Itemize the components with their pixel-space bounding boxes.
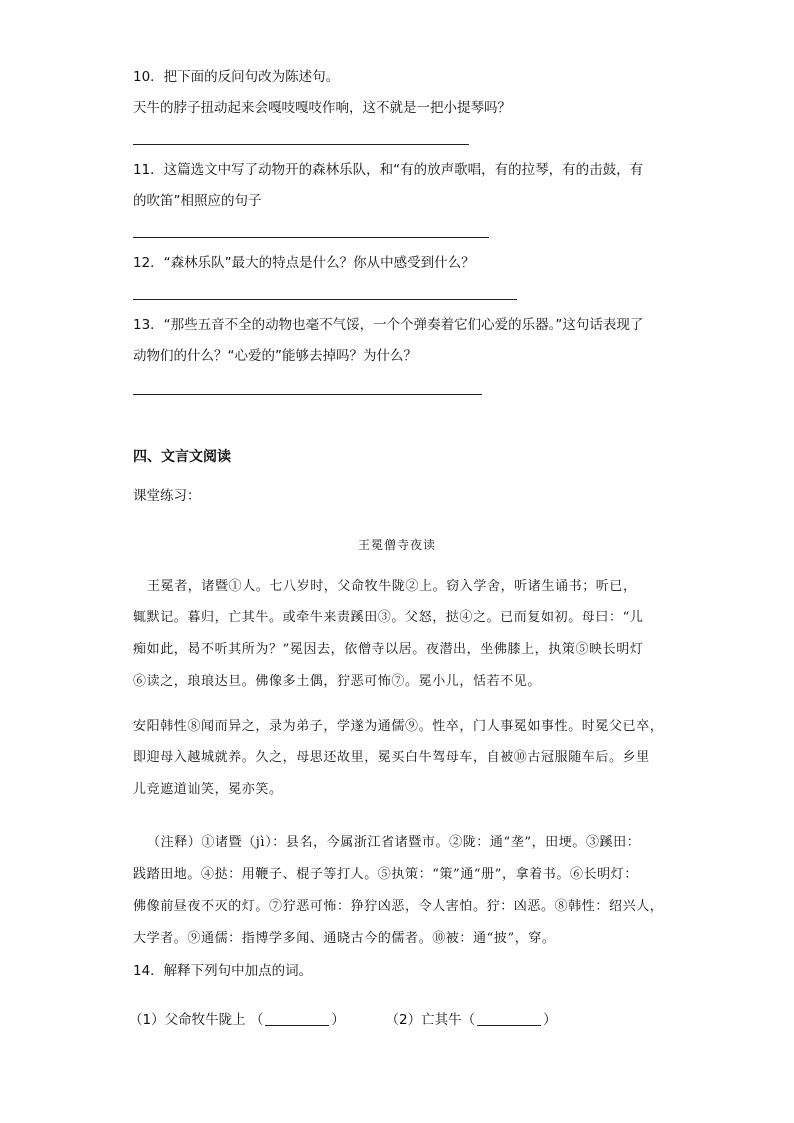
- passage-p2-line-2: 即迎母入越城就养。久之，母思还故里，冕买白牛驾母车，自被⑩古冠服随车后。乡里: [133, 750, 650, 765]
- notes-line-1: （注释）①诸暨（jì）：县名，今属浙江省诸暨市。②陇：通“垄”，田埂。③蹊田：: [147, 835, 641, 850]
- question-14-prompt: 14．解释下列句中加点的词。: [133, 963, 313, 979]
- question-11-line-2: 的吹笛”相照应的句子: [133, 193, 262, 209]
- passage-p2-line-3: 儿竞遮道讪笑，冕亦笑。: [133, 782, 283, 797]
- answer-line-10: [133, 144, 469, 145]
- passage-p1-line-2: 辄默记。暮归，亡其牛。或牵牛来责蹊田③。父怒，挞④之。已而复如初。母曰：“儿: [133, 610, 644, 625]
- question-14-item-2-text: （2）亡其牛: [385, 1012, 462, 1028]
- passage-p1-line-3: 痴如此，曷不听其所为？”冕因去，依僧寺以居。夜潜出，坐佛膝上，执策⑤映长明灯: [133, 642, 644, 657]
- question-10-prompt: 10．把下面的反问句改为陈述句。: [133, 69, 340, 85]
- question-14-items: [129, 1011, 557, 1029]
- answer-blank-2[interactable]: [477, 1011, 541, 1026]
- notes-line-3: 佛像前昼夜不灭的灯。⑦狞恶可怖：狰狞凶恶，令人害怕。狞：凶恶。⑧韩性：绍兴人，: [133, 899, 664, 914]
- question-11-line-1: 11．这篇选文中写了动物开的森林乐队，和“有的放声歌唱，有的拉琴，有的击鼓，有: [133, 162, 644, 178]
- passage-p1-line-4: ⑥读之，琅琅达旦。佛像多土偶，狞恶可怖⑦。冕小儿，恬若不见。: [133, 674, 542, 689]
- answer-line-12: [133, 299, 517, 300]
- answer-blank-1[interactable]: [265, 1011, 329, 1026]
- notes-line-2: 践踏田地。④挞：用鞭子、棍子等打人。⑤执策：“策”通“册”，拿着书。⑥长明灯：: [133, 867, 638, 882]
- question-14-item-1-close: ）: [331, 1012, 345, 1028]
- question-10-sentence: 天牛的脖子扭动起来会嘎吱嘎吱作响，这不就是一把小提琴吗？: [133, 100, 511, 116]
- notes-line-4: 大学者。⑨通儒：指博学多闻、通晓古今的儒者。⑩被：通“披”，穿。: [133, 931, 556, 946]
- passage-p1-line-1: 王冕者，诸暨①人。七八岁时，父命牧牛陇②上。窃入学舍，听诸生诵书；听已，: [147, 579, 637, 594]
- question-13-line-2: 动物们的什么？“心爱的”能够去掉吗？为什么？: [133, 348, 417, 364]
- question-12-prompt: 12．“森林乐队”最大的特点是什么？你从中感受到什么？: [133, 255, 475, 271]
- passage-title: 王冕僧寺夜读: [357, 538, 436, 552]
- question-14-item-1-text: （1）父命牧牛陇上: [129, 1012, 246, 1028]
- answer-line-13: [133, 394, 482, 395]
- answer-line-11: [133, 237, 489, 238]
- section-subheading: 课堂练习：: [133, 488, 201, 504]
- question-14-item-1-open: （: [249, 1012, 264, 1028]
- question-13-line-1: 13．“那些五音不全的动物也毫不气馁，一个个弹奏着它们心爱的乐器。”这句话表现了: [133, 317, 644, 333]
- section-heading: 四、文言文阅读: [133, 449, 231, 465]
- question-14-item-2-open: （: [461, 1012, 476, 1028]
- question-14-item-2-close: ）: [543, 1012, 557, 1028]
- passage-p2-line-1: 安阳韩性⑧闻而异之，录为弟子，学遂为通儒⑨。性卒，门人事冕如事性。时冕父已卒，: [133, 719, 664, 734]
